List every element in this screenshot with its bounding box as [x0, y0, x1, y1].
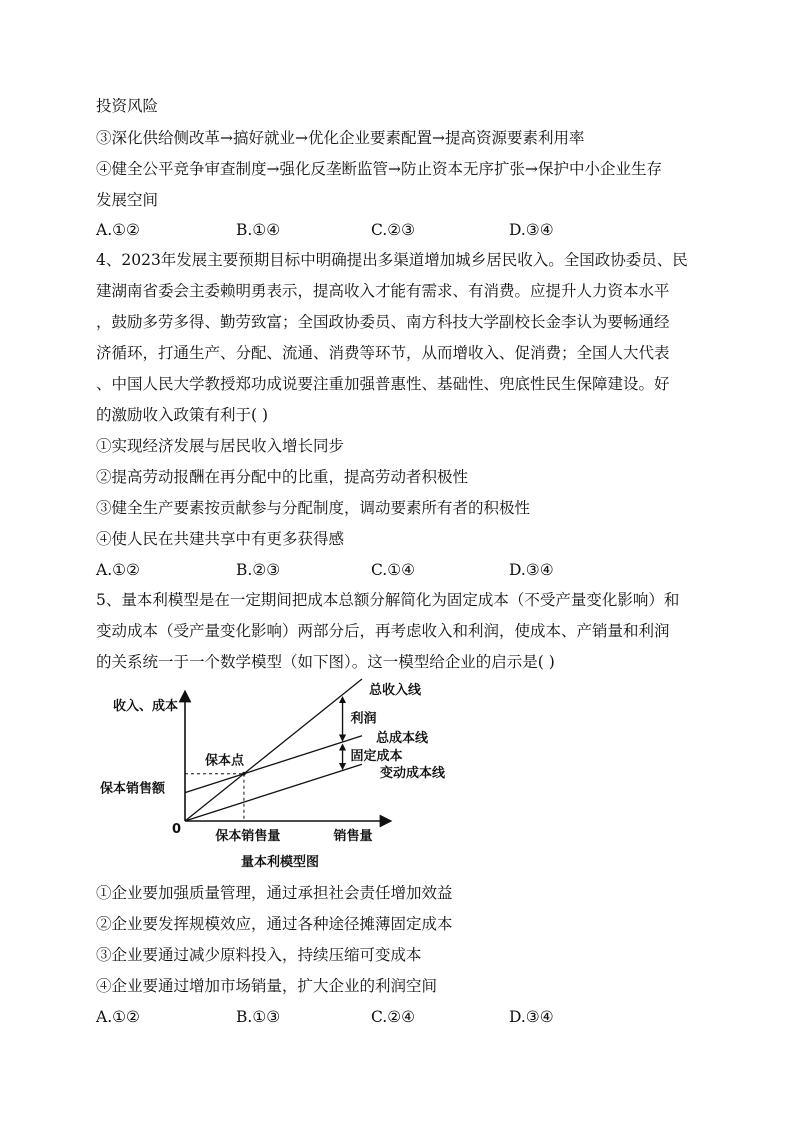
q5-item-4: ④企业要通过增加市场销量，扩大企业的利润空间: [96, 977, 438, 995]
q4-stem-line: ，鼓励多劳多得、勤劳致富；全国政协委员、南方科技大学副校长金李认为要畅通经: [96, 313, 670, 331]
variable-cost-line: [185, 764, 362, 821]
q5-option-c[interactable]: C.②④: [371, 1008, 416, 1026]
q4-option-b[interactable]: B.②③: [236, 561, 281, 579]
q3-item-4-cont: 发展空间: [96, 191, 159, 209]
q4-item-2: ②提高劳动报酬在再分配中的比重，提高劳动者积极性: [96, 468, 469, 486]
origin-label: 0: [172, 822, 182, 837]
variable-cost-line-label: 变动成本线: [380, 766, 446, 781]
q4-stem-line: 、中国人民大学教授郑功成说要注重加强普惠性、基础性、兜底性民生保障建设。好: [96, 375, 670, 393]
q4-item-3: ③健全生产要素按贡献参与分配制度，调动要素所有者的积极性: [96, 499, 531, 517]
q5-option-b[interactable]: B.①③: [236, 1008, 281, 1026]
q3-item-3: ③深化供给侧改革→搞好就业→优化企业要素配置→提高资源要素利用率: [96, 129, 585, 147]
q4-stem-line: 济循环，打通生产、分配、流通、消费等环节，从而增收入、促消费；全国人大代表: [96, 344, 670, 362]
profit-label: 利润: [350, 711, 377, 727]
q5-option-a[interactable]: A.①②: [96, 1008, 140, 1026]
x-marker-label: 保本销售量: [215, 829, 281, 844]
total-revenue-line: [185, 679, 362, 821]
chart-title: 量本利模型图: [240, 855, 320, 870]
y-axis-label: 收入、成本: [113, 699, 179, 714]
q4-stem-line: 建湖南省委会主委赖明勇表示，提高收入才能有需求、有消费。应提升人力资本水平: [96, 282, 670, 300]
total-revenue-line-label: 总收入线: [369, 683, 422, 698]
total-cost-line-label: 总成本线: [376, 731, 429, 746]
q5-option-d[interactable]: D.③④: [509, 1008, 554, 1026]
q3-option-a[interactable]: A.①②: [96, 221, 140, 239]
q3-option-c[interactable]: C.②③: [371, 221, 416, 239]
q3-continuation: 投资风险: [96, 97, 159, 115]
q3-option-b[interactable]: B.①④: [236, 221, 281, 239]
q3-item-4: ④健全公平竞争审查制度→强化反垄断监管→防止资本无序扩张→保护中小企业生存: [96, 160, 662, 178]
q5-item-1: ①企业要加强质量管理，通过承担社会责任增加效益: [96, 884, 453, 902]
q4-item-1: ①实现经济发展与居民收入增长同步: [96, 437, 345, 455]
q5-stem-line: 的关系统一于一个数学模型（如下图）。这一模型给企业的启示是( ): [96, 653, 555, 671]
break-even-label: 保本点: [204, 753, 244, 769]
q5-item-3: ③企业要通过减少原料投入，持续压缩可变成本: [96, 946, 422, 964]
fixed-cost-label: 固定成本: [350, 749, 403, 765]
q4-stem-line: 4、2023年发展主要预期目标中明确提出多渠道增加城乡居民收入。全国政协委员、民: [96, 251, 688, 269]
q5-stem-line: 5、量本利模型是在一定期间把成本总额分解简化为固定成本（不受产量变化影响）和: [96, 591, 680, 609]
q4-item-4: ④使人民在共建共享中有更多获得感: [96, 530, 345, 548]
y-marker-label: 保本销售额: [100, 781, 166, 797]
q4-option-a[interactable]: A.①②: [96, 561, 140, 579]
q5-stem-line: 变动成本（受产量变化影响）两部分后，再考虑收入和利润，使成本、产销量和利润: [96, 622, 670, 640]
q3-option-d[interactable]: D.③④: [509, 221, 554, 239]
x-axis-label: 销售量: [333, 829, 373, 844]
q4-stem-line: 的激励收入政策有利于( ): [96, 406, 269, 424]
break-even-point: [242, 772, 246, 776]
q5-options: [96, 1007, 706, 1027]
q5-item-2: ②企业要发挥规模效应，通过各种途径摊薄固定成本: [96, 915, 453, 933]
q4-option-d[interactable]: D.③④: [509, 561, 554, 579]
q4-option-c[interactable]: C.①④: [371, 561, 416, 579]
